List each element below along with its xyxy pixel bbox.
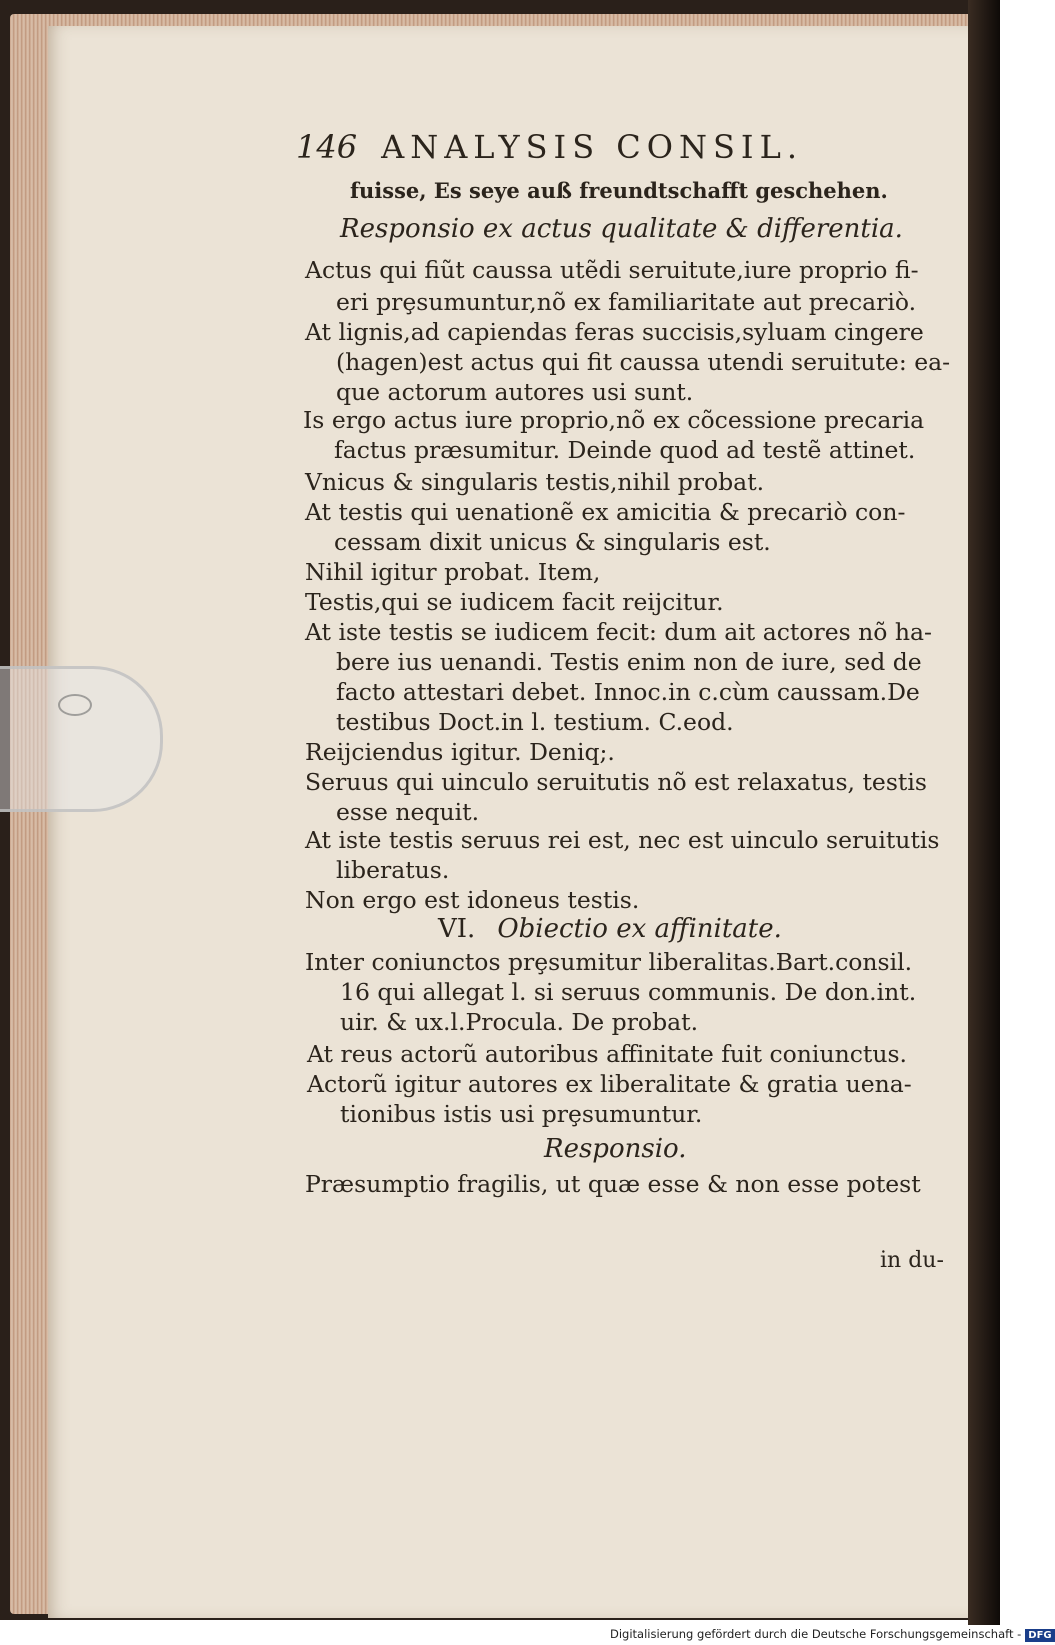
text-line: factus præsumitur. Deinde quod ad testẽ attinet.: [334, 436, 916, 464]
page-number: 146: [296, 128, 358, 166]
text-line: At reus actorũ autoribus affinitate fuit coniunctus.: [307, 1040, 907, 1068]
text-line: tionibus istis usi prȩsumuntur.: [340, 1100, 703, 1128]
section-heading-responsio-2: Responsio.: [544, 1134, 687, 1164]
text-line: cessam dixit unicus & singularis est.: [334, 528, 771, 556]
section-number: VI.: [438, 914, 476, 944]
text-line: Seruus qui uinculo seruitutis nõ est relaxatus, testis: [305, 768, 927, 796]
text-line: uir. & ux.l.Procula. De probat.: [340, 1008, 699, 1036]
text-line: Testis,qui se iudicem facit reijcitur.: [305, 588, 724, 616]
text-line: facto attestari debet. Innoc.in c.cùm caussam.De: [336, 678, 920, 706]
text-line: Reijciendus igitur. Deniq;.: [305, 738, 615, 766]
section-heading-responsio: Responsio ex actus qualitate & differentia.: [340, 214, 903, 244]
text-line: At iste testis seruus rei est, nec est uinculo seruitutis: [305, 826, 940, 854]
text-line: At iste testis se iudicem fecit: dum ait actores nõ ha-: [305, 618, 932, 646]
german-line: fuisse, Es seye auß freundtschafft geschehen.: [350, 178, 888, 203]
text-line: Nihil igitur probat. Item,: [305, 558, 601, 586]
text-line: bere ius uenandi. Testis enim non de iure, sed de: [336, 648, 922, 676]
text-line: (hagen)est actus qui fit caussa utendi seruitute: ea-: [336, 348, 951, 376]
text-line: Actorũ igitur autores ex liberalitate & gratia uena-: [307, 1070, 912, 1098]
text-line: liberatus.: [336, 856, 450, 884]
running-header: [296, 128, 856, 174]
text-line: 16 qui allegat l. si seruus communis. De don.int.: [340, 978, 917, 1006]
text-line: Actus qui fiũt caussa utẽdi seruitute,iure proprio fi-: [305, 256, 919, 284]
text-line: Vnicus & singularis testis,nihil probat.: [305, 468, 765, 496]
running-title: ANALYSIS CONSIL.: [381, 128, 803, 166]
footer-text: Digitalisierung gefördert durch die Deutsche Forschungsgemeinschaft -: [610, 1627, 1022, 1641]
gutter-shadow: [968, 0, 1000, 1625]
text-line: esse nequit.: [336, 798, 480, 826]
text-line: Non ergo est idoneus testis.: [305, 886, 640, 914]
text-line: que actorum autores usi sunt.: [336, 378, 694, 406]
text-line: eri prȩsumuntur,nõ ex familiaritate aut precariò.: [336, 288, 917, 316]
text-line: Præsumptio fragilis, ut quæ esse & non esse potest: [305, 1170, 921, 1198]
text-line: At lignis,ad capiendas feras succisis,syluam cingere: [305, 318, 924, 346]
clip-mark: [58, 694, 92, 716]
text-line: At testis qui uenationẽ ex amicitia & precariò con-: [305, 498, 906, 526]
page-clip: [0, 666, 163, 812]
dfg-logo: DFG: [1025, 1629, 1054, 1642]
section-heading-obiectio: [438, 914, 782, 944]
text-line: Inter coniunctos prȩsumitur liberalitas.Bart.consil.: [305, 948, 913, 976]
section-title: Obiectio ex affinitate.: [497, 914, 782, 944]
digitization-footer: [610, 1627, 1055, 1642]
text-line: Is ergo actus iure proprio,nõ ex cõcessione precaria: [303, 406, 925, 434]
catchword: in du-: [880, 1248, 944, 1273]
text-line: testibus Doct.in l. testium. C.eod.: [336, 708, 734, 736]
